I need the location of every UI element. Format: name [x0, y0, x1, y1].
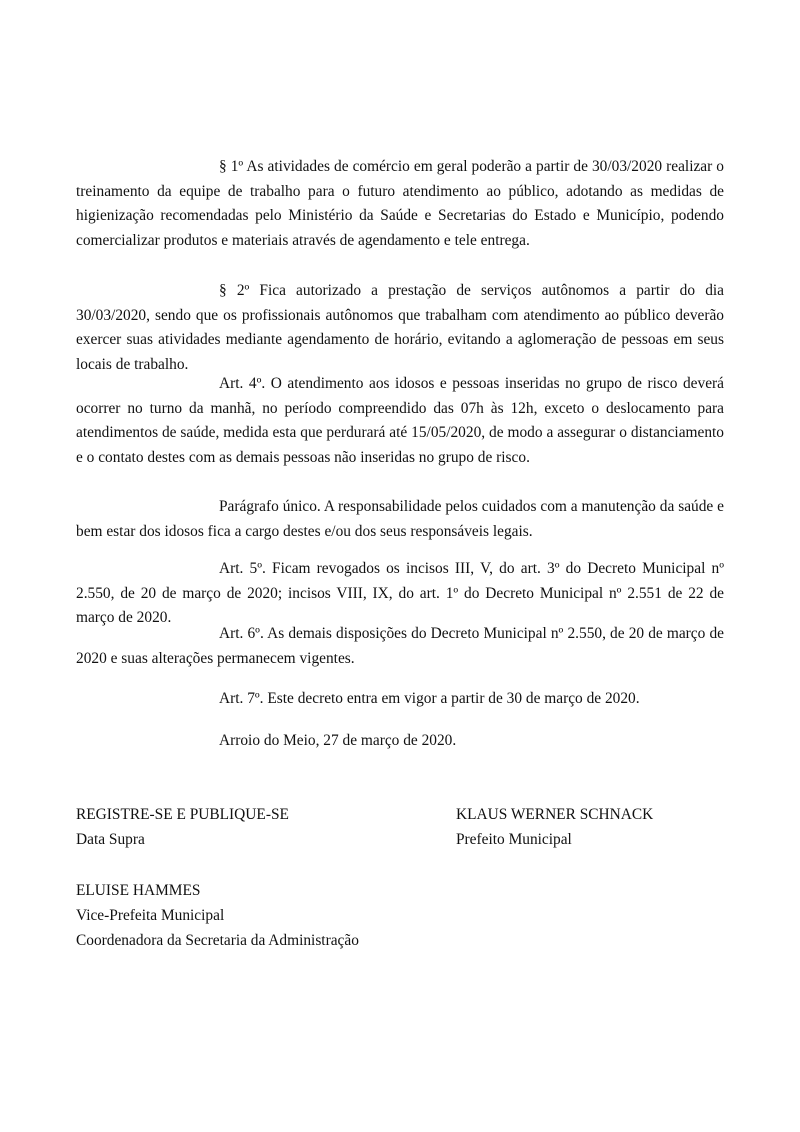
- place-date: Arroio do Meio, 27 de março de 2020.: [219, 732, 457, 749]
- paragraph-1: § 1º As atividades de comércio em geral poderão a partir de 30/03/2020 realizar o treinamento da equipe de trabalho para o futuro atendimento ao público, adotando as medidas de higienização recomendadas pelo Ministério da Saúde e Secretarias do Estado e Município, podendo comercializar produtos e materiais através de agendamento e tele entrega.: [76, 158, 724, 249]
- article-6: Art. 6º. As demais disposições do Decreto Municipal nº 2.550, de 20 de março de 2020 e suas alterações permanecem vigentes.: [76, 625, 724, 667]
- paragrafo-unico: Parágrafo único. A responsabilidade pelos cuidados com a manutenção da saúde e bem estar dos idosos fica a cargo destes e/ou dos seus responsáveis legais.: [76, 498, 724, 540]
- data-supra-label: Data Supra: [76, 831, 145, 848]
- admin-coordinator-title: Coordenadora da Secretaria da Administração: [76, 932, 359, 949]
- article-4: Art. 4º. O atendimento aos idosos e pessoas inseridas no grupo de risco deverá ocorrer no turno da manhã, no período compreendido das 07h às 12h, exceto o deslocamento para atendimentos de saúde, medida esta que perdurará até 15/05/2020, de modo a assegurar o distanciamento e o contato destes com as demais pessoas não inseridas no grupo de risco.: [76, 375, 724, 466]
- mayor-name: KLAUS WERNER SCHNACK: [456, 806, 654, 823]
- register-publish-label: REGISTRE-SE E PUBLIQUE-SE: [76, 806, 289, 823]
- vice-mayor-title: Vice-Prefeita Municipal: [76, 907, 225, 924]
- paragraph-2: § 2º Fica autorizado a prestação de serviços autônomos a partir do dia 30/03/2020, sendo que os profissionais autônomos que trabalham com atendimento ao público deverão exercer suas atividades mediante agendamento de horário, evitando a aglomeração de pessoas em seus locais de trabalho.: [76, 282, 724, 373]
- vice-mayor-name: ELUISE HAMMES: [76, 882, 201, 899]
- article-5: Art. 5º. Ficam revogados os incisos III, V, do art. 3º do Decreto Municipal nº 2.550, de 20 de março de 2020; incisos VIII, IX, do art. 1º do Decreto Municipal nº 2.551 de 22 de março de 2020.: [76, 560, 724, 626]
- article-7: Art. 7º. Este decreto entra em vigor a partir de 30 de março de 2020.: [219, 690, 640, 707]
- mayor-title: Prefeito Municipal: [456, 831, 572, 848]
